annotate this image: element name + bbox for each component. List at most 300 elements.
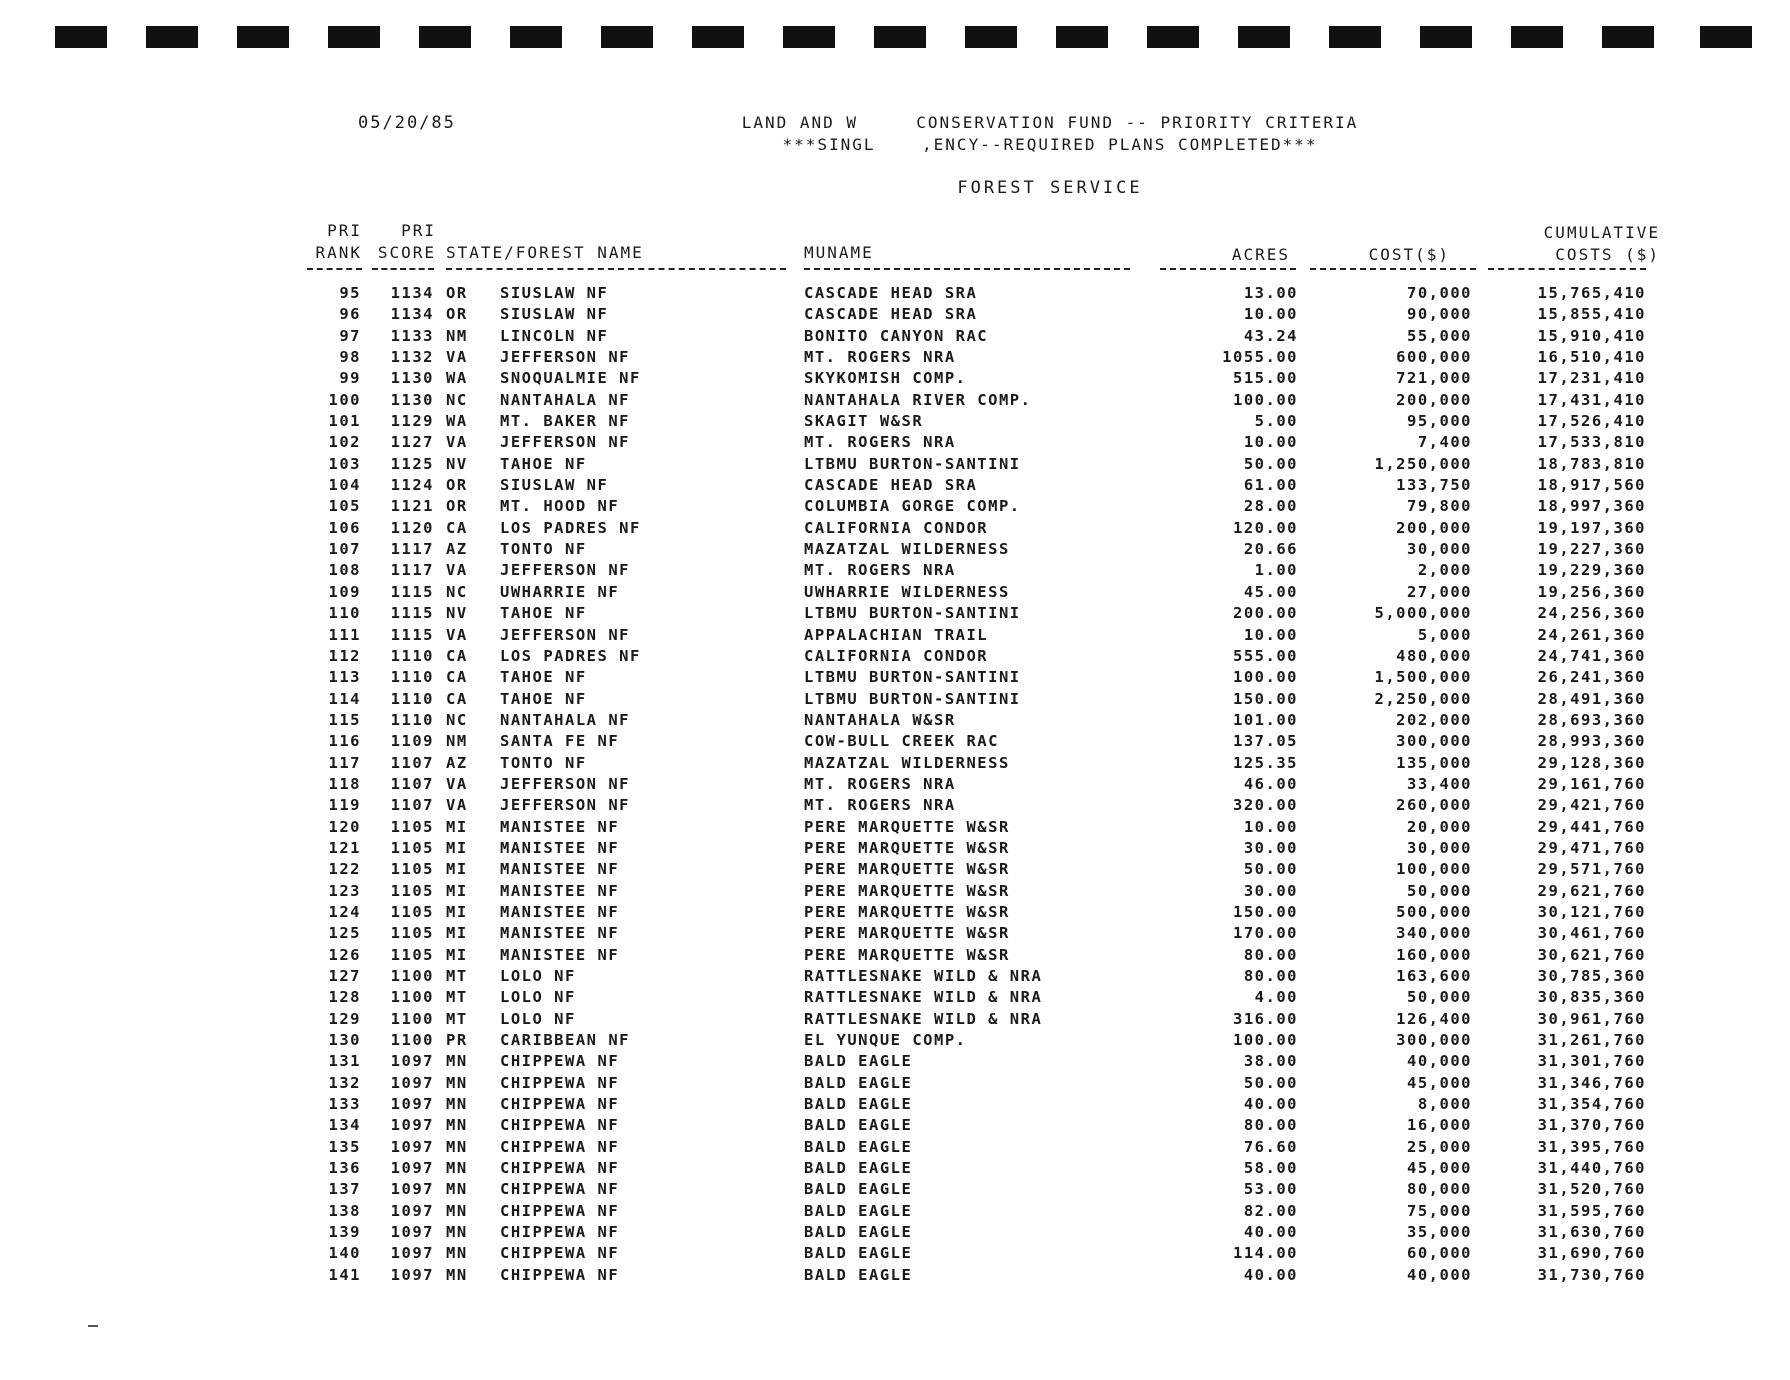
cost-cell: 300,000	[1396, 1031, 1472, 1050]
column-header-rank: PRI RANK	[315, 221, 362, 262]
cost-cell: 20,000	[1407, 817, 1472, 836]
score-cell: 1120	[390, 518, 434, 537]
acres-cell: 80.00	[1243, 967, 1298, 985]
cost-cell: 90,000	[1407, 305, 1472, 324]
agency-name: FOREST SERVICE	[957, 178, 1143, 198]
muname-cell: NANTAHALA RIVER COMP.	[804, 390, 1032, 409]
cost-cell: 200,000	[1396, 390, 1472, 409]
table-row	[0, 668, 1790, 689]
score-cell: 1130	[390, 369, 434, 388]
cost-cell: 50,000	[1407, 881, 1472, 900]
cumulative-cost-cell: 28,693,360	[1537, 710, 1646, 729]
rank-cell: 140	[328, 1244, 361, 1263]
forest-name-cell: SIUSLAW NF	[500, 305, 609, 324]
acres-cell: 100.00	[1233, 390, 1298, 409]
score-cell: 1097	[390, 1180, 434, 1199]
cumulative-cost-cell: 29,128,360	[1537, 753, 1646, 772]
cost-cell: 1,250,000	[1374, 454, 1472, 473]
cost-cell: 133,750	[1396, 476, 1472, 495]
acres-cell: 555.00	[1233, 646, 1298, 665]
score-cell: 1105	[390, 817, 434, 836]
perforation-mark	[55, 26, 107, 48]
table-row	[0, 1010, 1790, 1031]
muname-cell: RATTLESNAKE WILD & NRA	[804, 967, 1043, 985]
state-cell: WA	[446, 369, 468, 388]
cost-cell: 33,400	[1407, 774, 1472, 793]
state-cell: VA	[446, 561, 468, 580]
forest-name-cell: CHIPPEWA NF	[500, 1265, 620, 1284]
score-cell: 1105	[390, 924, 434, 943]
column-header-acres: ACRES	[1231, 245, 1290, 264]
header-rule	[1310, 268, 1476, 270]
table-row	[0, 754, 1790, 775]
cumulative-cost-cell: 31,370,760	[1537, 1116, 1646, 1135]
acres-cell: 137.05	[1233, 732, 1298, 751]
rank-cell: 113	[328, 668, 361, 687]
muname-cell: PERE MARQUETTE W&SR	[804, 902, 1010, 921]
muname-cell: LTBMU BURTON-SANTINI	[804, 454, 1021, 473]
table-row	[0, 1116, 1790, 1137]
table-row	[0, 924, 1790, 945]
perforation-mark	[237, 26, 289, 48]
muname-cell: PERE MARQUETTE W&SR	[804, 924, 1010, 943]
acres-cell: 320.00	[1233, 796, 1298, 815]
rank-cell: 125	[328, 924, 361, 943]
cumulative-cost-cell: 31,440,760	[1537, 1159, 1646, 1178]
cost-cell: 5,000,000	[1374, 604, 1472, 623]
table-row	[0, 497, 1790, 518]
score-cell: 1110	[390, 710, 434, 729]
cost-cell: 480,000	[1396, 646, 1472, 665]
muname-cell: BALD EAGLE	[804, 1116, 913, 1135]
state-cell: VA	[446, 348, 468, 367]
muname-cell: BALD EAGLE	[804, 1244, 913, 1263]
muname-cell: PERE MARQUETTE W&SR	[804, 860, 1010, 879]
table-row	[0, 284, 1790, 305]
score-cell: 1097	[390, 1265, 434, 1284]
rank-cell: 109	[328, 582, 361, 601]
muname-cell: MT. ROGERS NRA	[804, 561, 956, 580]
forest-name-cell: CHIPPEWA NF	[500, 1116, 620, 1135]
rank-cell: 126	[328, 945, 361, 964]
forest-name-cell: CHIPPEWA NF	[500, 1137, 620, 1156]
state-cell: CA	[446, 646, 468, 665]
table-row	[0, 369, 1790, 390]
score-cell: 1100	[390, 988, 434, 1007]
perforation-mark	[1700, 26, 1752, 48]
muname-cell: BALD EAGLE	[804, 1201, 913, 1220]
acres-cell: 200.00	[1233, 604, 1298, 623]
acres-cell: 4.00	[1254, 988, 1298, 1007]
cumulative-cost-cell: 31,301,760	[1537, 1052, 1646, 1071]
cost-cell: 60,000	[1407, 1244, 1472, 1263]
cost-cell: 45,000	[1407, 1159, 1472, 1178]
forest-name-cell: MANISTEE NF	[500, 860, 620, 879]
cost-cell: 55,000	[1407, 326, 1472, 345]
perforation-mark	[1329, 26, 1381, 48]
cost-cell: 40,000	[1407, 1052, 1472, 1071]
cumulative-cost-cell: 19,256,360	[1537, 582, 1646, 601]
rank-cell: 123	[328, 881, 361, 900]
forest-name-cell: JEFFERSON NF	[500, 561, 630, 580]
muname-cell: NANTAHALA W&SR	[804, 710, 956, 729]
acres-cell: 53.00	[1243, 1180, 1298, 1199]
cost-cell: 45,000	[1407, 1073, 1472, 1092]
rank-cell: 116	[328, 732, 361, 751]
state-cell: MN	[446, 1159, 468, 1178]
cost-cell: 135,000	[1396, 753, 1472, 772]
state-cell: OR	[446, 284, 468, 302]
acres-cell: 50.00	[1243, 1073, 1298, 1092]
score-cell: 1115	[390, 582, 434, 601]
cumulative-cost-cell: 31,520,760	[1537, 1180, 1646, 1199]
acres-cell: 38.00	[1243, 1052, 1298, 1071]
cumulative-cost-cell: 17,526,410	[1537, 412, 1646, 431]
perforation-mark	[1420, 26, 1472, 48]
cumulative-cost-cell: 29,421,760	[1537, 796, 1646, 815]
state-cell: AZ	[446, 753, 468, 772]
acres-cell: 13.00	[1243, 284, 1298, 302]
perforation-mark	[1602, 26, 1654, 48]
cost-cell: 27,000	[1407, 582, 1472, 601]
muname-cell: BALD EAGLE	[804, 1137, 913, 1156]
cost-cell: 600,000	[1396, 348, 1472, 367]
perforation-mark	[1056, 26, 1108, 48]
rank-cell: 97	[339, 326, 361, 345]
cumulative-cost-cell: 29,441,760	[1537, 817, 1646, 836]
score-cell: 1097	[390, 1201, 434, 1220]
score-cell: 1110	[390, 689, 434, 708]
score-cell: 1105	[390, 902, 434, 921]
state-cell: MI	[446, 945, 468, 964]
state-cell: NV	[446, 454, 468, 473]
rank-cell: 128	[328, 988, 361, 1007]
cumulative-cost-cell: 30,785,360	[1537, 967, 1646, 985]
score-cell: 1134	[390, 305, 434, 324]
cumulative-cost-cell: 30,961,760	[1537, 1009, 1646, 1028]
cumulative-cost-cell: 15,855,410	[1537, 305, 1646, 324]
table-row	[0, 647, 1790, 668]
forest-name-cell: TAHOE NF	[500, 668, 587, 687]
forest-name-cell: CHIPPEWA NF	[500, 1180, 620, 1199]
perforation-mark	[874, 26, 926, 48]
cost-cell: 8,000	[1417, 1095, 1472, 1114]
perforation-mark	[692, 26, 744, 48]
score-cell: 1107	[390, 753, 434, 772]
acres-cell: 61.00	[1243, 476, 1298, 495]
cost-cell: 30,000	[1407, 838, 1472, 857]
score-cell: 1097	[390, 1116, 434, 1135]
acres-cell: 100.00	[1233, 1031, 1298, 1050]
acres-cell: 80.00	[1243, 945, 1298, 964]
forest-name-cell: TAHOE NF	[500, 604, 587, 623]
muname-cell: MT. ROGERS NRA	[804, 774, 956, 793]
rank-cell: 101	[328, 412, 361, 431]
forest-name-cell: CHIPPEWA NF	[500, 1223, 620, 1242]
forest-name-cell: MANISTEE NF	[500, 902, 620, 921]
state-cell: MN	[446, 1180, 468, 1199]
score-cell: 1100	[390, 1031, 434, 1050]
rank-cell: 95	[339, 284, 361, 302]
acres-cell: 50.00	[1243, 454, 1298, 473]
table-row	[0, 732, 1790, 753]
acres-cell: 40.00	[1243, 1223, 1298, 1242]
cumulative-cost-cell: 31,595,760	[1537, 1201, 1646, 1220]
rank-cell: 136	[328, 1159, 361, 1178]
table-row	[0, 1052, 1790, 1073]
cost-cell: 25,000	[1407, 1137, 1472, 1156]
muname-cell: LTBMU BURTON-SANTINI	[804, 604, 1021, 623]
rank-cell: 124	[328, 902, 361, 921]
acres-cell: 100.00	[1233, 668, 1298, 687]
perforation-mark	[510, 26, 562, 48]
rank-cell: 131	[328, 1052, 361, 1071]
cumulative-cost-cell: 28,993,360	[1537, 732, 1646, 751]
forest-name-cell: JEFFERSON NF	[500, 796, 630, 815]
table-row	[0, 796, 1790, 817]
cost-cell: 721,000	[1396, 369, 1472, 388]
cumulative-cost-cell: 15,910,410	[1537, 326, 1646, 345]
state-cell: MT	[446, 967, 468, 985]
table-row	[0, 327, 1790, 348]
forest-name-cell: JEFFERSON NF	[500, 433, 630, 452]
table-row	[0, 305, 1790, 326]
cost-cell: 126,400	[1396, 1009, 1472, 1028]
acres-cell: 5.00	[1254, 412, 1298, 431]
state-cell: WA	[446, 412, 468, 431]
table-row	[0, 903, 1790, 924]
muname-cell: COW-BULL CREEK RAC	[804, 732, 999, 751]
score-cell: 1100	[390, 967, 434, 985]
acres-cell: 82.00	[1243, 1201, 1298, 1220]
report-title: LAND AND W CONSERVATION FUND -- PRIORITY CRITERIA	[741, 113, 1359, 132]
cumulative-cost-cell: 19,227,360	[1537, 540, 1646, 559]
cumulative-cost-cell: 18,917,560	[1537, 476, 1646, 495]
muname-cell: PERE MARQUETTE W&SR	[804, 838, 1010, 857]
rank-cell: 104	[328, 476, 361, 495]
state-cell: NM	[446, 732, 468, 751]
table-row	[0, 583, 1790, 604]
rank-cell: 100	[328, 390, 361, 409]
cumulative-cost-cell: 31,730,760	[1537, 1265, 1646, 1284]
cumulative-cost-cell: 29,471,760	[1537, 838, 1646, 857]
state-cell: MN	[446, 1223, 468, 1242]
forest-name-cell: JEFFERSON NF	[500, 348, 630, 367]
table-row	[0, 1095, 1790, 1116]
state-cell: MN	[446, 1073, 468, 1092]
column-header-score: PRI SCORE	[377, 221, 436, 262]
score-cell: 1129	[390, 412, 434, 431]
cost-cell: 340,000	[1396, 924, 1472, 943]
column-header-muname: MUNAME	[804, 243, 874, 262]
score-cell: 1097	[390, 1095, 434, 1114]
acres-cell: 46.00	[1243, 774, 1298, 793]
header-rule	[307, 268, 362, 270]
muname-cell: APPALACHIAN TRAIL	[804, 625, 989, 644]
cumulative-cost-cell: 28,491,360	[1537, 689, 1646, 708]
cumulative-cost-cell: 30,461,760	[1537, 924, 1646, 943]
forest-name-cell: NANTAHALA NF	[500, 390, 630, 409]
forest-name-cell: LOS PADRES NF	[500, 518, 641, 537]
table-row	[0, 818, 1790, 839]
forest-name-cell: CHIPPEWA NF	[500, 1201, 620, 1220]
rank-cell: 117	[328, 753, 361, 772]
perforation-mark	[1511, 26, 1563, 48]
forest-name-cell: TAHOE NF	[500, 454, 587, 473]
perforation-mark	[419, 26, 471, 48]
state-cell: OR	[446, 497, 468, 516]
table-row	[0, 519, 1790, 540]
cost-cell: 50,000	[1407, 988, 1472, 1007]
cumulative-cost-cell: 18,997,360	[1537, 497, 1646, 516]
score-cell: 1127	[390, 433, 434, 452]
cost-cell: 95,000	[1407, 412, 1472, 431]
cost-cell: 16,000	[1407, 1116, 1472, 1135]
score-cell: 1109	[390, 732, 434, 751]
rank-cell: 111	[328, 625, 361, 644]
muname-cell: PERE MARQUETTE W&SR	[804, 881, 1010, 900]
cumulative-cost-cell: 18,783,810	[1537, 454, 1646, 473]
muname-cell: LTBMU BURTON-SANTINI	[804, 668, 1021, 687]
state-cell: NC	[446, 710, 468, 729]
tractor-feed-perforation	[0, 26, 1790, 50]
table-row	[0, 433, 1790, 454]
forest-name-cell: LOLO NF	[500, 1009, 576, 1028]
state-cell: MT	[446, 988, 468, 1007]
acres-cell: 50.00	[1243, 860, 1298, 879]
acres-cell: 10.00	[1243, 817, 1298, 836]
state-cell: NM	[446, 326, 468, 345]
rank-cell: 130	[328, 1031, 361, 1050]
state-cell: CA	[446, 668, 468, 687]
cumulative-cost-cell: 26,241,360	[1537, 668, 1646, 687]
cumulative-cost-cell: 19,229,360	[1537, 561, 1646, 580]
forest-name-cell: MT. HOOD NF	[500, 497, 620, 516]
cost-cell: 40,000	[1407, 1265, 1472, 1284]
cost-cell: 160,000	[1396, 945, 1472, 964]
header-rule	[372, 268, 434, 270]
acres-cell: 43.24	[1243, 326, 1298, 345]
cost-cell: 2,250,000	[1374, 689, 1472, 708]
forest-name-cell: JEFFERSON NF	[500, 774, 630, 793]
rank-cell: 98	[339, 348, 361, 367]
rank-cell: 129	[328, 1009, 361, 1028]
state-cell: VA	[446, 625, 468, 644]
rank-cell: 132	[328, 1073, 361, 1092]
cost-cell: 30,000	[1407, 540, 1472, 559]
score-cell: 1124	[390, 476, 434, 495]
muname-cell: MT. ROGERS NRA	[804, 348, 956, 367]
cost-cell: 7,400	[1417, 433, 1472, 452]
table-row	[0, 1202, 1790, 1223]
table-row	[0, 391, 1790, 412]
cumulative-cost-cell: 17,231,410	[1537, 369, 1646, 388]
cost-cell: 500,000	[1396, 902, 1472, 921]
cumulative-cost-cell: 24,741,360	[1537, 646, 1646, 665]
rank-cell: 96	[339, 305, 361, 324]
acres-cell: 1.00	[1254, 561, 1298, 580]
cost-cell: 202,000	[1396, 710, 1472, 729]
rank-cell: 107	[328, 540, 361, 559]
cost-cell: 260,000	[1396, 796, 1472, 815]
cost-cell: 80,000	[1407, 1180, 1472, 1199]
forest-name-cell: MT. BAKER NF	[500, 412, 630, 431]
cost-cell: 1,500,000	[1374, 668, 1472, 687]
forest-name-cell: SIUSLAW NF	[500, 476, 609, 495]
acres-cell: 40.00	[1243, 1265, 1298, 1284]
table-row	[0, 1266, 1790, 1287]
cumulative-cost-cell: 15,765,410	[1537, 284, 1646, 302]
rank-cell: 110	[328, 604, 361, 623]
header-rule	[1488, 268, 1646, 270]
state-cell: MI	[446, 902, 468, 921]
acres-cell: 114.00	[1233, 1244, 1298, 1263]
muname-cell: MAZATZAL WILDERNESS	[804, 753, 1010, 772]
forest-name-cell: CHIPPEWA NF	[500, 1095, 620, 1114]
muname-cell: PERE MARQUETTE W&SR	[804, 945, 1010, 964]
forest-name-cell: CHIPPEWA NF	[500, 1052, 620, 1071]
header-rule	[1160, 268, 1296, 270]
state-cell: MN	[446, 1265, 468, 1284]
state-cell: NC	[446, 582, 468, 601]
forest-name-cell: JEFFERSON NF	[500, 625, 630, 644]
report-date: 05/20/85	[358, 113, 456, 133]
table-row	[0, 540, 1790, 561]
acres-cell: 150.00	[1233, 689, 1298, 708]
score-cell: 1115	[390, 625, 434, 644]
table-row	[0, 1180, 1790, 1201]
forest-name-cell: MANISTEE NF	[500, 881, 620, 900]
forest-name-cell: MANISTEE NF	[500, 817, 620, 836]
rank-cell: 103	[328, 454, 361, 473]
cost-cell: 70,000	[1407, 284, 1472, 302]
table-row	[0, 860, 1790, 881]
forest-name-cell: LINCOLN NF	[500, 326, 609, 345]
cost-cell: 5,000	[1417, 625, 1472, 644]
acres-cell: 45.00	[1243, 582, 1298, 601]
table-row	[0, 455, 1790, 476]
rank-cell: 122	[328, 860, 361, 879]
forest-name-cell: MANISTEE NF	[500, 838, 620, 857]
cumulative-cost-cell: 30,835,360	[1537, 988, 1646, 1007]
cost-cell: 300,000	[1396, 732, 1472, 751]
rank-cell: 141	[328, 1265, 361, 1284]
rank-cell: 135	[328, 1137, 361, 1156]
score-cell: 1133	[390, 326, 434, 345]
forest-name-cell: SNOQUALMIE NF	[500, 369, 641, 388]
table-row	[0, 1244, 1790, 1265]
muname-cell: BALD EAGLE	[804, 1180, 913, 1199]
priority-table	[0, 284, 1790, 1287]
muname-cell: EL YUNQUE COMP.	[804, 1031, 967, 1050]
score-cell: 1117	[390, 540, 434, 559]
forest-name-cell: TAHOE NF	[500, 689, 587, 708]
score-cell: 1134	[390, 284, 434, 302]
score-cell: 1097	[390, 1223, 434, 1242]
muname-cell: BONITO CANYON RAC	[804, 326, 989, 345]
table-row	[0, 604, 1790, 625]
table-row	[0, 882, 1790, 903]
state-cell: NV	[446, 604, 468, 623]
muname-cell: BALD EAGLE	[804, 1223, 913, 1242]
muname-cell: BALD EAGLE	[804, 1073, 913, 1092]
cost-cell: 100,000	[1396, 860, 1472, 879]
table-row	[0, 775, 1790, 796]
perforation-mark	[783, 26, 835, 48]
score-cell: 1097	[390, 1052, 434, 1071]
muname-cell: BALD EAGLE	[804, 1095, 913, 1114]
cumulative-cost-cell: 31,630,760	[1537, 1223, 1646, 1242]
